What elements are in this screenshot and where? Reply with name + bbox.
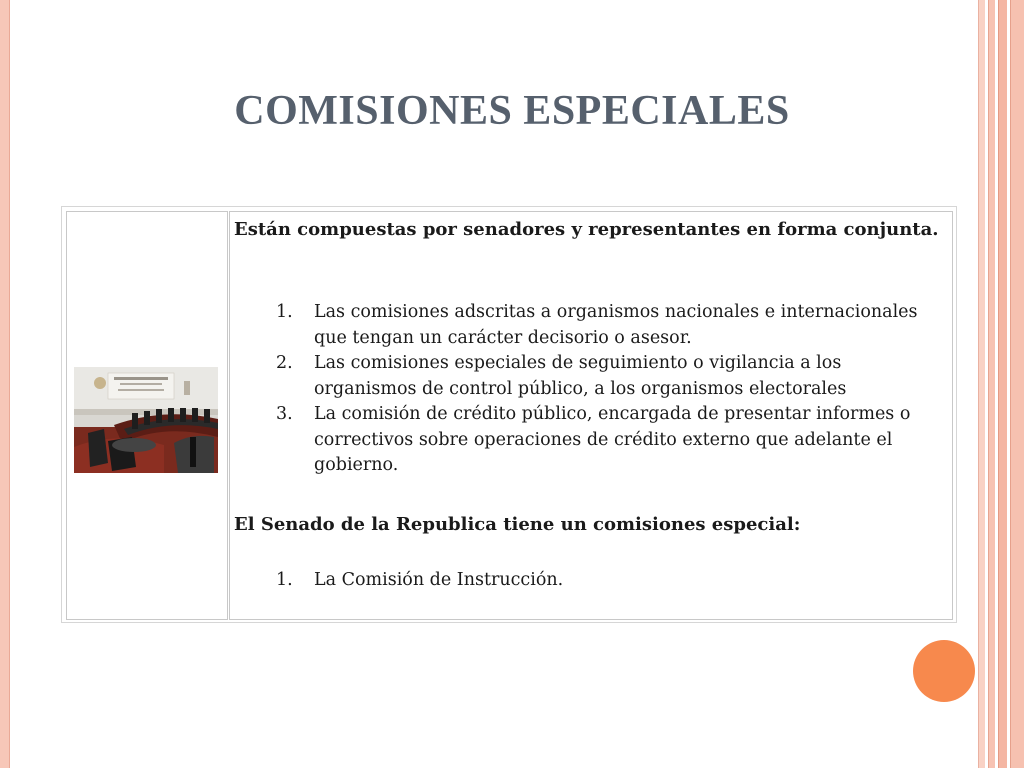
text-cell — [229, 211, 953, 620]
list-item — [234, 300, 949, 351]
slide-title: COMISIONES ESPECIALES — [234, 88, 790, 134]
list-item — [234, 351, 949, 402]
intro-paragraph: Están compuestas por senadores y representantes en forma conjunta. — [234, 219, 939, 240]
chamber-photo — [74, 367, 218, 473]
list-item-number: 2. — [276, 353, 293, 373]
commissions-list — [234, 300, 949, 479]
list-item — [234, 402, 949, 479]
list-item-number: 1. — [276, 570, 293, 590]
senate-commissions-list — [234, 568, 949, 594]
list-item-text: Las comisiones adscritas a organismos nacionales e internacionales que tengan un carácter decisorio o asesor. — [314, 302, 918, 348]
list-item-number: 3. — [276, 404, 293, 424]
list-item — [234, 568, 949, 594]
list-item-text: La Comisión de Instrucción. — [314, 570, 564, 590]
list-item-number: 1. — [276, 302, 293, 322]
content-table — [61, 206, 957, 623]
list-item-text: La comisión de crédito público, encargada de presentar informes o correctivos sobre operaciones de crédito externo que adelante el gobierno. — [314, 404, 911, 475]
list-item-text: Las comisiones especiales de seguimiento o vigilancia a los organismos de control público, a los organismos electorales — [314, 353, 847, 399]
image-cell — [66, 211, 228, 620]
orange-circle-decoration — [913, 640, 975, 702]
senate-subheading: El Senado de la Republica tiene un comisiones especial: — [234, 514, 801, 535]
